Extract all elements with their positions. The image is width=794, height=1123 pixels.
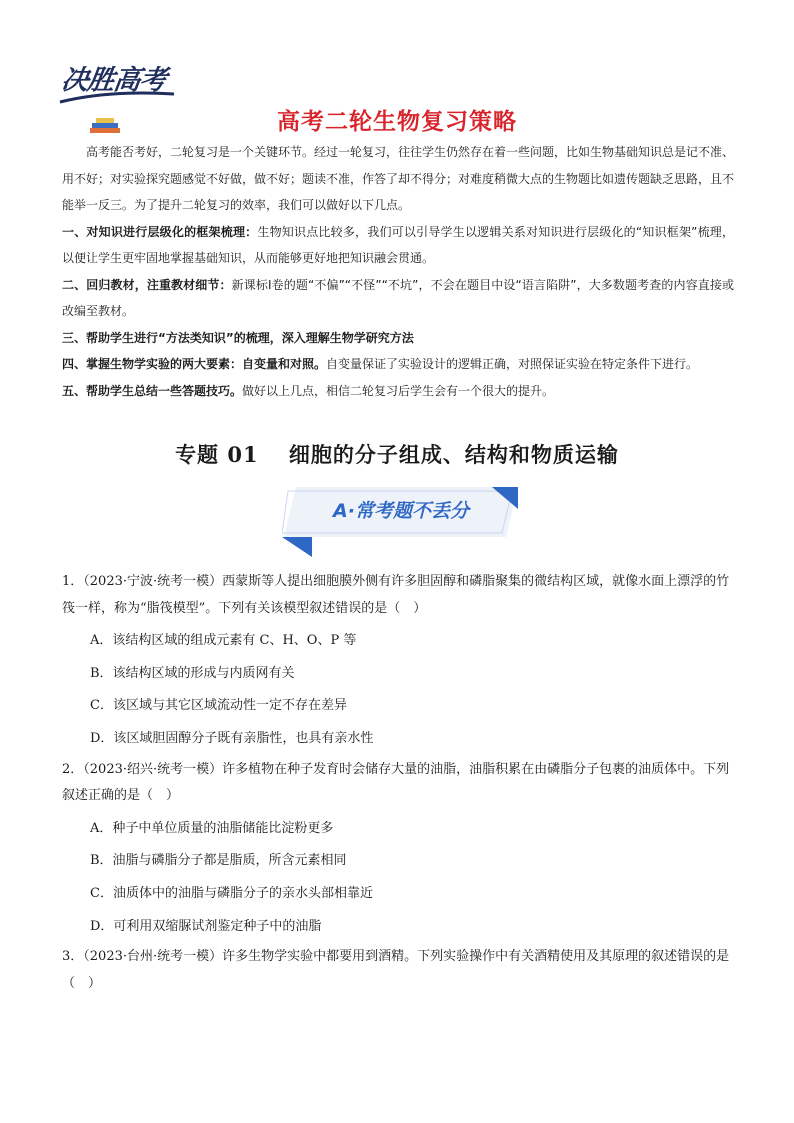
banner-label: A·常考题不丢分 [333,500,469,522]
point-lead: 一、对知识进行层级化的框架梳理： [62,224,258,239]
intro-paragraph: 高考能否考好，二轮复习是一个关键环节。经过一轮复习，往往学生仍然存在着一些问题，比如生物基础知识总是记不准、用不好；对实验探究题感觉不好做，做不好；题读不准，作答了却不得分；对难度稍微大点的生物题比如遗传题缺乏思路，且不能举一反三。为了提升二轮复习的效率，我们可以做好以下几点。 [62,145,735,212]
point-lead: 二、回归教材，注重教材细节： [62,277,232,292]
logo-text: 决胜高考 [59,65,168,96]
option-item: A．该结构区域的组成元素有 C、H、O、P 等 [90,633,357,649]
point-lead: 五、帮助学生总结一些答题技巧。 [62,383,243,398]
point-5 [62,378,734,405]
point-1 [62,219,734,272]
section-banner [282,487,520,557]
option-item: D．该区域胆固醇分子既有亲脂性，也具有亲水性 [90,730,374,746]
option-item: C．油质体中的油脂与磷脂分子的亲水头部相靠近 [90,885,373,901]
point-text: 自变量保证了实验设计的逻辑正确，对照保证实验在特定条件下进行。 [326,357,699,371]
intro-section [62,139,734,404]
option-item: D．可利用双缩脲试剂鉴定种子中的油脂 [90,918,322,934]
question-list [62,565,734,997]
point-2 [62,272,734,325]
option-item: B．油脂与磷脂分子都是脂质，所含元素相同 [90,853,347,869]
point-3 [62,325,734,352]
topic-title: 专题 01 细胞的分子组成、结构和物质运输 [175,442,619,467]
point-lead: 三、帮助学生进行“方法类知识”的梳理，深入理解生物学研究方法 [62,330,414,345]
option-item: A．种子中单位质量的油脂储能比淀粉更多 [90,820,334,836]
point-text: 新课标Ⅰ卷的题“不偏”“不怪”“不坑”，不会在题目中设“语言陷阱”，大多数题考查的内容直接或改编至教材。 [62,277,734,318]
page-title: 高考二轮生物复习策略 [277,109,517,135]
point-text: 做好以上几点，相信二轮复习后学生会有一个很大的提升。 [242,383,555,398]
point-lead: 四、掌握生物学实验的两大要素：自变量和对照。 [62,357,327,371]
option-item: C．该区域与其它区域流动性一定不存在差异 [90,698,347,714]
question-3-stem: 3．（2023·台州·统考一模）许多生物学实验中都要用到酒精。下列实验操作中有关酒精使用及其原理的叙述错误的是（ ） [62,949,730,991]
option-item: B．该结构区域的形成与内质网有关 [90,665,295,681]
point-text: 生物知识点比较多，我们可以引导学生以逻辑关系对知识进行层级化的“知识框架”梳理，以便让学生更牢固地掌握基础知识，从而能够更好地把知识融会贯通。 [62,224,735,265]
point-4 [62,351,734,378]
question-2-stem: 2．（2023·绍兴·统考一模）许多植物在种子发育时会储存大量的油脂，油脂积累在由磷脂分子包裹的油质体中。下列叙述正确的是（ ） [62,761,730,804]
question-1-stem: 1．（2023·宁波·统考一模）西蒙斯等人提出细胞膜外侧有许多胆固醇和磷脂聚集的微结构区域，就像水面上漂浮的竹筏一样，称为“脂筏模型”。下列有关该模型叙述错误的是（ ） [62,574,730,616]
